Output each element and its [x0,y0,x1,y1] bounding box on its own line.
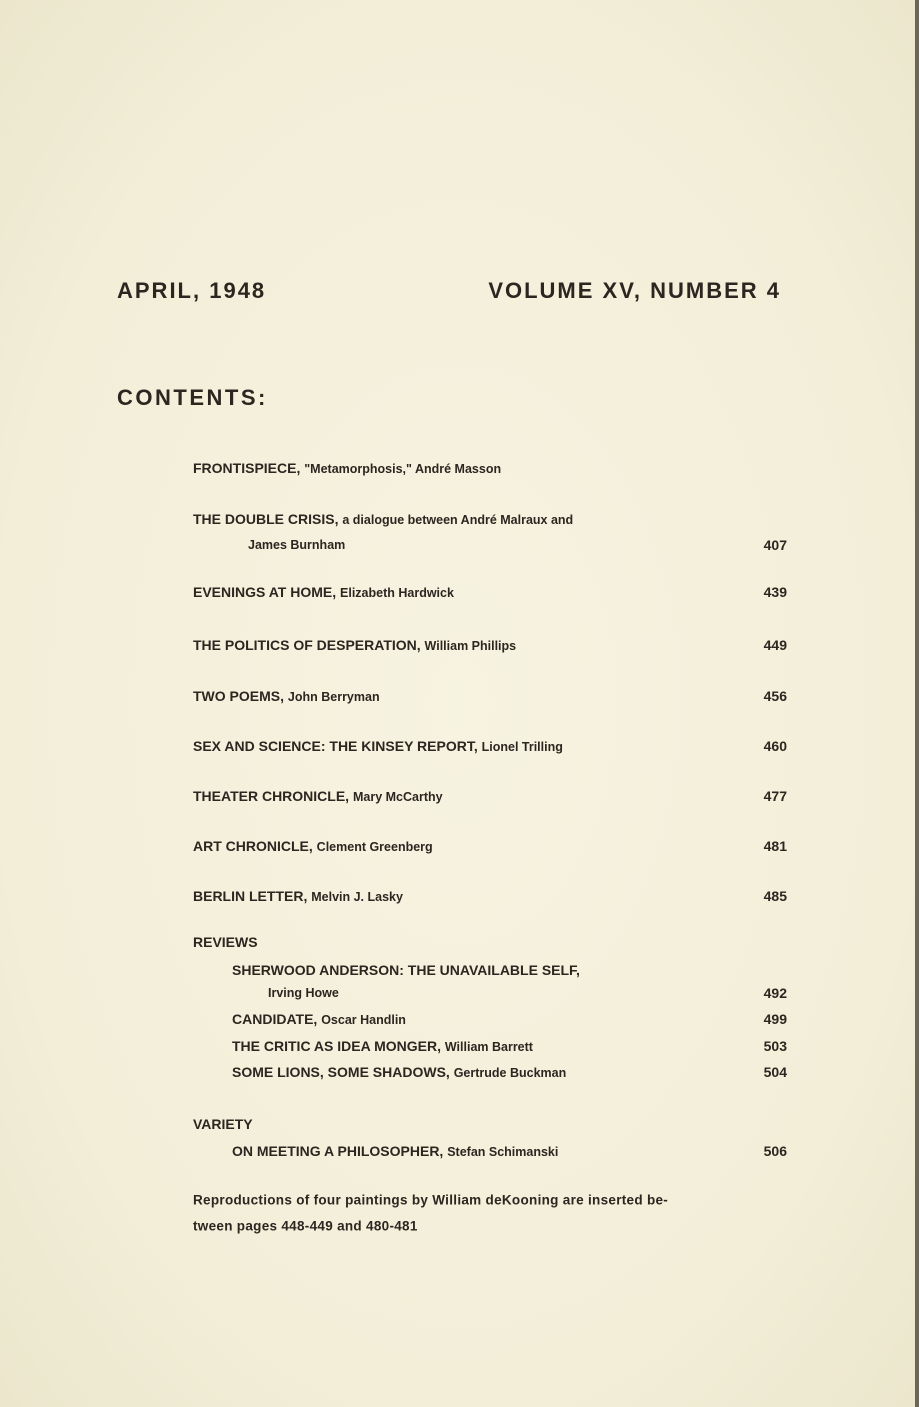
toc-entry [193,838,433,854]
entry-title: THE POLITICS OF DESPERATION, [193,637,421,653]
page-number: 485 [763,888,787,904]
page-number: 449 [763,637,787,653]
page-number: 499 [763,1011,787,1027]
toc-entry [193,688,380,704]
toc-entry [193,888,403,904]
reviews-heading: REVIEWS [193,934,258,950]
entry-author: Elizabeth Hardwick [340,586,454,600]
entry-author: Lionel Trilling [481,740,563,754]
entry-title: FRONTISPIECE, [193,460,301,476]
entry-title: THE DOUBLE CRISIS, [193,511,339,527]
issue-volume: VOLUME XV, NUMBER 4 [488,278,781,303]
entry-author: Gertrude Buckman [453,1066,567,1080]
review-entry [232,1038,533,1054]
page-number: 492 [763,985,787,1001]
toc-entry [193,511,573,527]
contents-title: CONTENTS: [117,385,268,410]
issue-date: APRIL, 1948 [117,278,267,303]
page-number: 456 [763,688,787,704]
page-number: 481 [763,838,787,854]
note-line-1: Reproductions of four paintings by William deKooning are inserted be- [193,1192,669,1208]
entry-author-continued: James Burnham [248,538,346,552]
variety-heading: VARIETY [193,1116,253,1132]
entry-author: "Metamorphosis," André Masson [304,462,502,476]
page-edge [915,0,919,1407]
page-number: 504 [763,1064,787,1080]
page-number: 506 [763,1143,787,1159]
toc-entry [193,460,501,476]
entry-title: SOME LIONS, SOME SHADOWS, [232,1064,450,1080]
page-number: 477 [763,788,787,804]
entry-author: William Phillips [424,639,517,653]
entry-author: a dialogue between André Malraux and [342,513,574,527]
entry-title: THEATER CHRONICLE, [193,788,350,804]
review-author: Irving Howe [268,986,339,1000]
entry-title: EVENINGS AT HOME, [193,584,337,600]
entry-author: William Barrett [444,1040,533,1054]
entry-title: THE CRITIC AS IDEA MONGER, [232,1038,441,1054]
review-entry [232,1064,566,1080]
variety-entry [232,1143,558,1159]
page-number: 460 [763,738,787,754]
page-number: 407 [763,537,787,553]
review-entry [232,1011,406,1027]
toc-entry [193,738,563,754]
entry-title: TWO POEMS, [193,688,284,704]
page-number: 503 [763,1038,787,1054]
entry-author: Stefan Schimanski [447,1145,559,1159]
note-line-2: tween pages 448-449 and 480-481 [193,1218,418,1234]
entry-author: John Berryman [287,690,380,704]
review-title: SHERWOOD ANDERSON: THE UNAVAILABLE SELF, [232,962,580,978]
toc-entry [193,637,516,653]
entry-title: CANDIDATE, [232,1011,318,1027]
entry-title: ON MEETING A PHILOSOPHER, [232,1143,444,1159]
entry-author: Clement Greenberg [316,840,433,854]
entry-author: Oscar Handlin [321,1013,406,1027]
entry-title: SEX AND SCIENCE: THE KINSEY REPORT, [193,738,478,754]
entry-author: Melvin J. Lasky [311,890,403,904]
entry-title: ART CHRONICLE, [193,838,313,854]
toc-entry [193,584,454,600]
page-number: 439 [763,584,787,600]
entry-title: BERLIN LETTER, [193,888,308,904]
entry-author: Mary McCarthy [352,790,443,804]
toc-entry [193,788,443,804]
